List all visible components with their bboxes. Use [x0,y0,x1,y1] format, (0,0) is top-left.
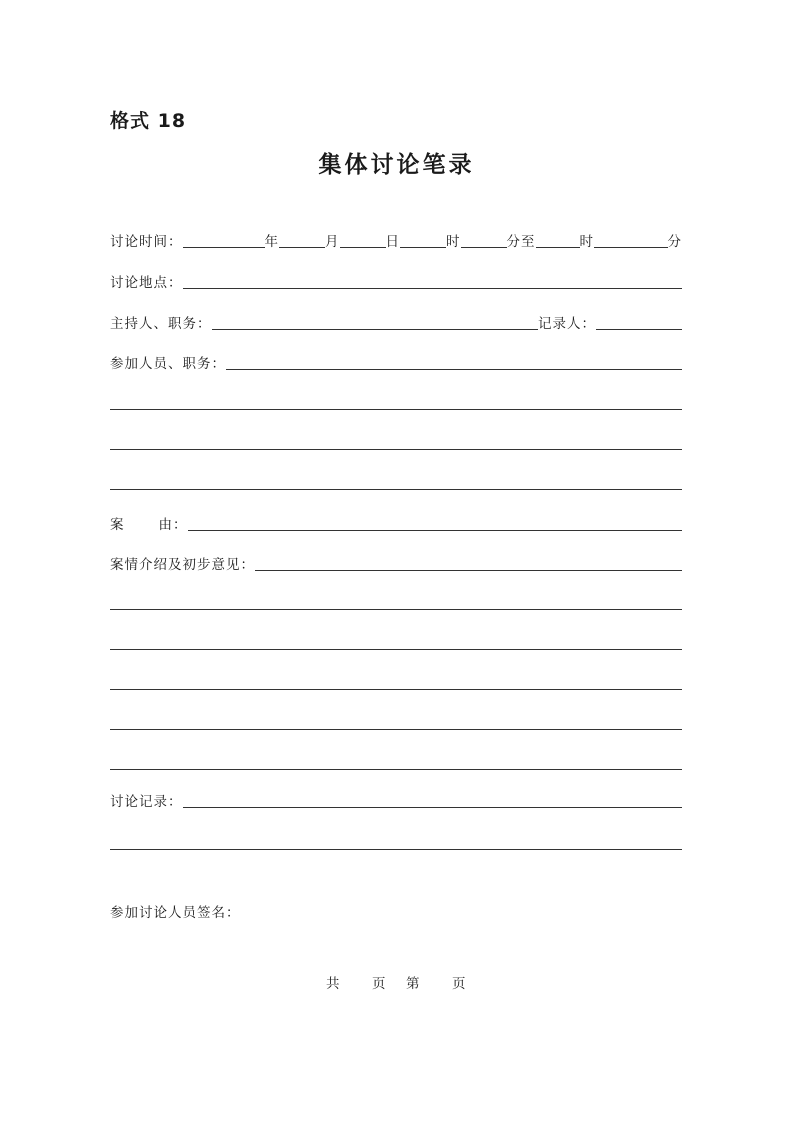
signatures-label: 参加讨论人员签名： [110,905,241,921]
year-unit: 年 [264,234,279,250]
end-hour-field[interactable] [536,247,580,248]
host-label: 主持人、职务： [110,316,212,332]
footer-total: 共 [326,976,340,992]
year-field[interactable] [183,247,265,248]
participants-line[interactable] [110,489,682,490]
participants-label: 参加人员、职务： [110,356,226,372]
recorder-label: 记录人： [538,316,596,332]
time-row [110,227,682,251]
format-label: 格式 18 [110,110,187,132]
location-label: 讨论地点： [110,275,183,291]
page-count-footer [0,972,793,992]
minute-field[interactable] [461,247,507,248]
participants-row [110,349,682,373]
case-cause-row [110,510,682,534]
discussion-record-line[interactable] [110,849,682,850]
discussion-record-label: 讨论记录： [110,794,183,810]
hour-unit: 时 [446,234,461,250]
end-hour-unit: 时 [579,234,594,250]
case-intro-line[interactable] [110,649,682,650]
time-label: 讨论时间： [110,234,183,250]
discussion-record-field[interactable] [183,807,683,808]
participants-line[interactable] [110,449,682,450]
case-cause-label-part1: 案 [110,517,125,533]
end-minute-unit: 分 [667,234,682,250]
discussion-record-row [110,787,682,811]
case-cause-field[interactable] [188,530,683,531]
case-intro-row [110,550,682,574]
case-intro-line[interactable] [110,609,682,610]
location-field[interactable] [183,288,683,289]
footer-page2: 页 [452,976,466,992]
host-field[interactable] [212,329,539,330]
month-unit: 月 [325,234,340,250]
day-unit: 日 [385,234,400,250]
case-intro-line[interactable] [110,689,682,690]
page-title: 集体讨论笔录 [318,152,475,178]
case-intro-label: 案情介绍及初步意见： [110,557,255,573]
minute-to-unit: 分至 [506,234,536,250]
footer-page: 页 [372,976,386,992]
host-row [110,309,682,333]
day-field[interactable] [340,247,386,248]
footer-nth: 第 [406,976,420,992]
end-minute-field[interactable] [594,247,668,248]
case-intro-field[interactable] [255,570,682,571]
participants-field[interactable] [226,369,682,370]
recorder-field[interactable] [596,329,682,330]
month-field[interactable] [279,247,325,248]
participants-line[interactable] [110,409,682,410]
case-cause-label-part2: 由： [158,517,188,533]
case-intro-line[interactable] [110,729,682,730]
signatures-row [110,898,682,922]
location-row [110,268,682,292]
case-intro-line[interactable] [110,769,682,770]
hour-field[interactable] [400,247,446,248]
